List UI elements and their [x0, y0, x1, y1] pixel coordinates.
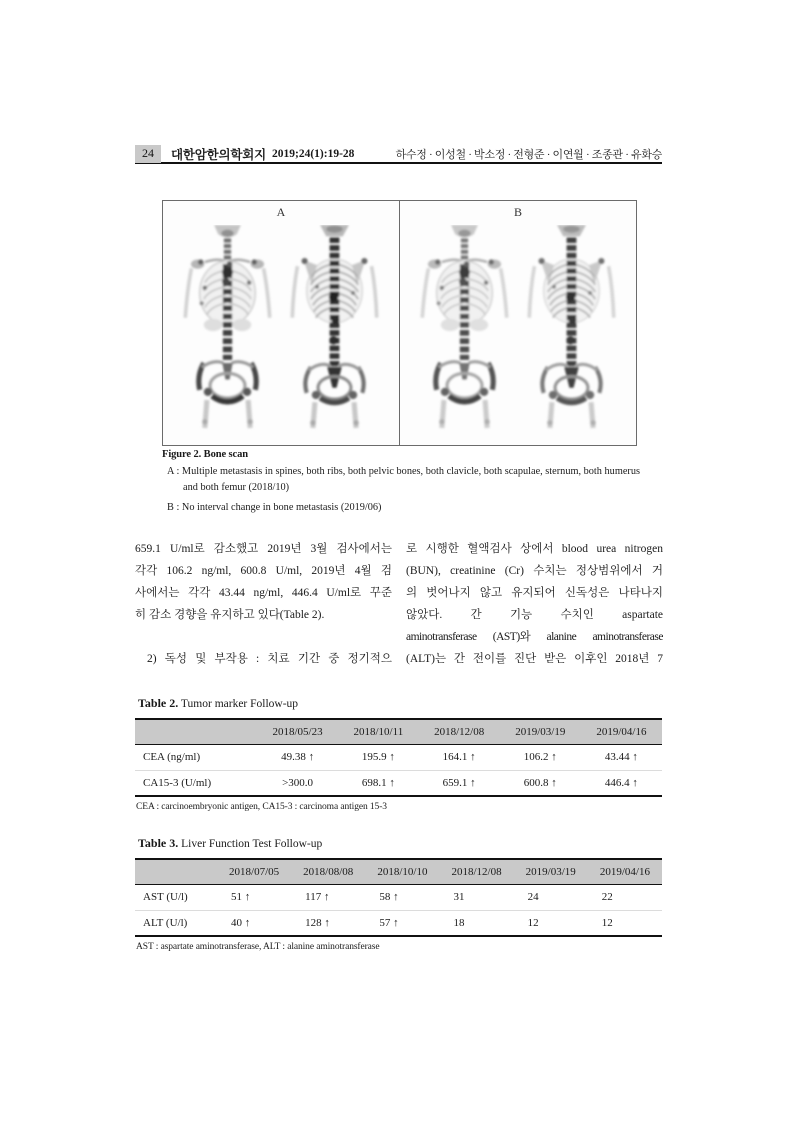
bone-scan-a-posterior-image: [283, 221, 386, 435]
table-row: [135, 884, 662, 910]
column-header: [135, 719, 257, 744]
cell-value: 18: [453, 916, 465, 929]
table-2-footnote: CEA : carcinoembryonic antigen, CA15-3 : carcinoma antigen 15-3: [136, 802, 387, 812]
journal-citation: 2019;24(1):19-28: [272, 148, 355, 160]
row-label: CA15-3 (U/ml): [143, 776, 212, 789]
journal-title: 대한암한의학회지: [171, 148, 267, 162]
body-line: 659.1 U/ml로 감소했고 2019년 3월 검사에서는: [135, 543, 392, 555]
table-2-title-label: Table 2.: [138, 696, 179, 710]
column-header: 2019/04/16: [596, 725, 647, 738]
figure-caption-a: A : Multiple metastasis in spines, both ribs, both pelvic bones, both clavicle, both scapulae, sternum, both humerus and both femur (2018/10): [167, 466, 640, 493]
column-header: 2018/10/10: [377, 865, 428, 878]
table-row: [135, 910, 662, 936]
cell-value: 117 ↑: [305, 891, 330, 903]
column-header: 2018/07/05: [229, 865, 280, 878]
figure-2-caption: [162, 449, 640, 516]
column-header: 2018/12/08: [451, 865, 502, 878]
cell-value: 164.1 ↑: [442, 751, 476, 763]
figure-caption-title: Figure 2. Bone scan: [162, 449, 248, 460]
body-line: 로 시행한 혈액검사 상에서 blood urea nitrogen: [406, 543, 663, 555]
table-3-title-label: Table 3.: [138, 836, 179, 850]
cell-value: 195.9 ↑: [361, 751, 395, 763]
table-row: [135, 770, 662, 796]
row-label: CEA (ng/ml): [143, 751, 201, 763]
running-head: [135, 146, 662, 164]
cell-value: 58 ↑: [379, 891, 399, 903]
table-3-title: [138, 836, 662, 851]
table-3-block: [135, 836, 662, 952]
table-3-footnote: AST : aspartate aminotransferase, ALT : alanine aminotransferase: [136, 942, 380, 952]
cell-value: 106.2 ↑: [523, 751, 557, 763]
table-row: [135, 744, 662, 770]
cell-value: 659.1 ↑: [442, 776, 476, 789]
panel-a-label: A: [276, 205, 286, 219]
column-header: 2019/03/19: [525, 865, 576, 878]
body-line: (ALT)는 간 전이를 진단 받은 이후인 2018년 7: [406, 653, 663, 665]
cell-value: 43.44 ↑: [604, 751, 638, 763]
cell-value: 128 ↑: [305, 916, 330, 929]
row-label: AST (U/l): [143, 891, 188, 903]
cell-value: >300.0: [282, 776, 314, 789]
body-line: 2) 독성 및 부작용 : 치료 기간 중 정기적으: [147, 653, 392, 665]
bone-scan-a-anterior-image: [176, 221, 279, 435]
column-header: 2018/12/08: [434, 725, 485, 738]
cell-value: 57 ↑: [379, 916, 399, 929]
table-2-header-row: [135, 719, 662, 744]
figure-caption-b: B : No interval change in bone metastasis (2019/06): [167, 501, 382, 513]
column-header: 2019/03/19: [515, 725, 566, 738]
table-3-title-text: Liver Function Test Follow-up: [181, 838, 323, 850]
cell-value: 600.8 ↑: [523, 776, 557, 789]
table-3-header-row: [135, 859, 662, 884]
column-header: 2018/08/08: [303, 865, 354, 878]
page-number-badge: 24: [135, 145, 161, 163]
cell-value: 40 ↑: [231, 916, 251, 929]
bone-scan-panel-a: [163, 201, 399, 445]
body-left-column: [135, 538, 392, 670]
column-header: 2018/10/11: [353, 725, 404, 738]
body-line: (BUN), creatinine (Cr) 수치는 정상범위에서 거: [406, 565, 663, 577]
table-2-title-text: Tumor marker Follow-up: [180, 698, 299, 710]
cell-value: 12: [601, 916, 613, 929]
body-text: [135, 538, 663, 670]
column-header: [135, 859, 217, 884]
cell-value: 446.4 ↑: [604, 776, 638, 789]
cell-value: 698.1 ↑: [361, 776, 395, 789]
tumor-marker-table: [135, 718, 662, 797]
table-2-title: [138, 696, 662, 711]
body-right-column: [406, 538, 663, 670]
liver-function-table: [135, 858, 662, 937]
cell-value: 24: [527, 891, 539, 903]
bone-scan-b-anterior-image: [413, 221, 516, 435]
body-line: 의 벗어나지 않고 유지되어 신독성은 나타나지: [406, 587, 663, 599]
cell-value: 49.38 ↑: [281, 751, 315, 763]
cell-value: 22: [601, 891, 613, 903]
body-line: 않았다. 간 기능 수치인 aspartate: [406, 609, 663, 621]
cell-value: 12: [527, 916, 539, 929]
bone-scan-b-posterior-image: [520, 221, 623, 435]
bone-scan-panel-b: [399, 201, 636, 445]
cell-value: 51 ↑: [231, 891, 251, 903]
body-line: 사에서는 각각 43.44 ng/ml, 446.4 U/ml로 꾸준: [135, 587, 392, 599]
body-line: 각각 106.2 ng/ml, 600.8 U/ml, 2019년 4월 검: [135, 565, 392, 577]
cell-value: 31: [453, 891, 465, 903]
figure-2-bone-scan: [162, 200, 637, 446]
column-header: 2018/05/23: [272, 725, 323, 738]
panel-b-label: B: [513, 205, 522, 219]
table-2-block: [135, 696, 662, 812]
row-label: ALT (U/l): [143, 916, 188, 929]
body-line: aminotransferase (AST)와 alanine aminotransferase: [406, 631, 663, 643]
authors-list: 하수정 · 이성철 · 박소정 · 전형준 · 이연월 · 조종관 · 유화승: [395, 149, 662, 161]
body-line: 히 감소 경향을 유지하고 있다(Table 2).: [135, 609, 325, 621]
column-header: 2019/04/16: [599, 865, 650, 878]
